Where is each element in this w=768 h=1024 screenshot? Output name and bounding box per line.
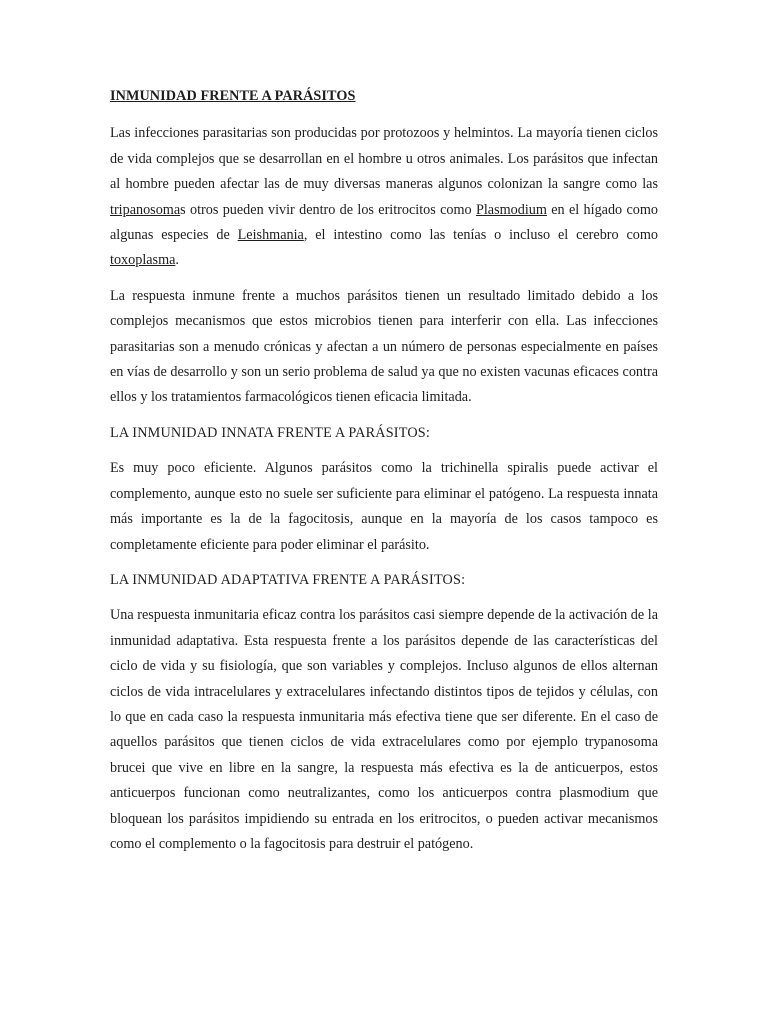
plasmodium-link[interactable]: Plasmodium	[475, 201, 547, 218]
toxoplasma-link[interactable]: toxoplasma	[110, 252, 176, 269]
innate-immunity-paragraph: Es muy poco eficiente. Algunos parásitos como la trichinella spiralis puede activar el complemento, aunque esto no suele ser suficiente para eliminar el patógeno. La respuesta innata más importante es la de la fagocitosis, aunque en la mayoría de los casos tampoco es completamente eficiente para poder eliminar el parásito.	[110, 460, 658, 553]
adaptive-immunity-paragraph: Una respuesta inmunitaria eficaz contra los parásitos casi siempre depende de la activación de la inmunidad adaptativa. Esta respuesta frente a los parásitos depende de las características del ciclo de vida y su fisiología, que son variables y complejos. Incluso algunos de ellos alternan ciclos de vida intracelulares y extracelulares infectando distintos tipos de tejidos y células, con lo que en cada caso la respuesta inmunitaria más efectiva tiene que ser diferente. En el caso de aquellos parásitos que tienen ciclos de vida extracelulares como por ejemplo trypanosoma brucei que vive en libre en la sangre, la respuesta más efectiva es la de anticuerpos, estos anticuerpos funcionan como neutralizantes, como los anticuerpos contra plasmodium que bloquean los parásitos impidiendo su entrada en los eritrocitos, o pueden activar mecanismos como el complemento o la fagocitosis para destruir el patógeno.	[110, 607, 658, 852]
tripanosoma-link[interactable]: tripanosoma	[110, 201, 181, 218]
innate-immunity-heading: LA INMUNIDAD INNATA FRENTE A PARÁSITOS:	[110, 424, 431, 441]
immune-response-paragraph: La respuesta inmune frente a muchos parásitos tienen un resultado limitado debido a los complejos mecanismos que estos microbios tienen para interferir con ella. Las infecciones parasitarias son a menudo crónicas y afectan a un número de personas especialmente en países en vías de desarrollo y son un serio problema de salud ya que no existen vacunas eficaces contra ellos y los tratamientos farmacológicos tienen eficacia limitada.	[110, 287, 658, 406]
adaptive-immunity-heading: LA INMUNIDAD ADAPTATIVA FRENTE A PARÁSITOS:	[110, 571, 466, 588]
document-page	[110, 84, 658, 867]
intro-text-5: .	[175, 252, 179, 269]
intro-text-1: Las infecciones parasitarias son producidas por protozoos y helmintos. La mayoría tienen ciclos de vida complejos que se desarrollan en el hombre u otros animales. Los parásitos que infectan al hombre pueden afectar las de muy diversas maneras algunos colonizan la sangre como las	[110, 125, 658, 193]
intro-text-3: en el hígado como algunas especies de	[110, 201, 658, 244]
intro-text-2: s otros pueden vivir dentro de los eritrocitos como	[180, 201, 476, 218]
document-title: INMUNIDAD FRENTE A PARÁSITOS	[110, 88, 356, 104]
intro-paragraph	[110, 121, 658, 273]
intro-text-4: , el intestino como las tenías o incluso el cerebro como	[303, 227, 659, 244]
leishmania-link[interactable]: Leishmania	[237, 227, 304, 244]
